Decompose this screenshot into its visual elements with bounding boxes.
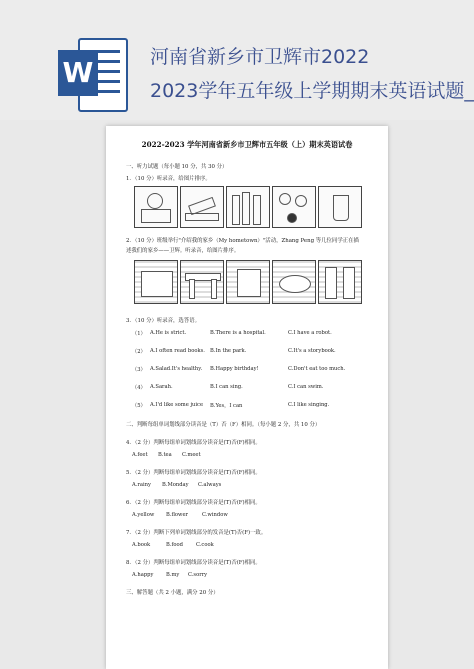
question-3: 3．（10 分）听录音，选答语。 <box>126 318 200 324</box>
page-title-line2: 2023学年五年级上学期期末英语试题_ <box>150 80 474 102</box>
picture-trees <box>226 186 270 228</box>
q3-row-3-number: （3） <box>132 367 146 373</box>
picture-street <box>318 260 362 304</box>
q5-option-a: A.rainy <box>132 482 151 488</box>
question-8: 8．（2 分）判断每组单词划线部分读音是(T)否(F)相同。 <box>126 560 261 566</box>
picture-boy-studying <box>134 186 178 228</box>
question-5: 5．（2 分）判断每组单词划线部分读音是(T)否(F)相同。 <box>126 470 261 476</box>
q6-option-c: C.window <box>202 512 228 518</box>
document-preview <box>106 126 388 669</box>
q8-option-b: B.my <box>166 572 180 578</box>
picture-cooking <box>180 186 224 228</box>
question-7: 7．（2 分）判断下列单词划线部分的发音是(T)否(F)一致。 <box>126 530 267 536</box>
listening-picture-row-1 <box>134 186 364 228</box>
q3-row-4-option-a: A.Sarah. <box>150 384 173 390</box>
q3-row-5-option-a: A.I'd like some juice <box>150 402 204 408</box>
q3-row-2-option-a: A.I often read books. <box>150 348 205 354</box>
word-document-icon <box>58 38 128 110</box>
q3-row-5-option-b: B.Yes，I can <box>210 403 243 409</box>
q5-option-c: C.always <box>198 482 222 488</box>
page-title-line1: 河南省新乡市卫辉市2022 <box>150 46 370 68</box>
picture-gate <box>180 260 224 304</box>
question-1: 1．（10 分）听录音，给图片排序。 <box>126 176 211 182</box>
q3-row-2-option-b: B.In the park. <box>210 348 247 354</box>
section-2-heading: 二、判断每组单词划线部分读音是（T）否（F）相同。（每小题 2 分，共 10 分） <box>126 422 321 428</box>
q3-row-2-option-c: C.It's a storybook. <box>288 348 336 354</box>
q3-row-5-number: （5） <box>132 403 146 409</box>
picture-town <box>226 260 270 304</box>
q4-option-c: C.meet <box>182 452 201 458</box>
listening-picture-row-2 <box>134 260 364 304</box>
q7-option-a: A.book <box>132 542 151 548</box>
q8-option-c: C.sorry <box>188 572 208 578</box>
q5-option-b: B.Monday <box>162 482 189 488</box>
q8-option-a: A.happy <box>132 572 154 578</box>
q3-row-3-option-b: B.Happy birthday! <box>210 366 259 372</box>
q7-option-c: C.cook <box>196 542 214 548</box>
question-2-line1: 2．（10 分）班级举行"介绍我的家乡（My hometown）"活动，Zhang Peng 等几位同学正在描 <box>126 238 359 244</box>
q6-option-b: B.flower <box>166 512 189 518</box>
section-3-heading: 三、解答题（共 2 小题，满分 20 分） <box>126 590 219 596</box>
banner <box>0 0 474 120</box>
q3-row-2-number: （2） <box>132 349 146 355</box>
q7-option-b: B.food <box>166 542 183 548</box>
q3-row-1-option-c: C.I have a robot. <box>288 330 332 336</box>
q6-option-a: A.yellow <box>132 512 155 518</box>
picture-park <box>272 260 316 304</box>
question-4: 4．（2 分）判断每组单词划线部分读音是(T)否(F)相同。 <box>126 440 261 446</box>
q3-row-4-option-b: B.I can sing. <box>210 384 243 390</box>
q4-option-b: B.tea <box>158 452 172 458</box>
q3-row-3-option-c: C.Don't eat too much. <box>288 366 346 372</box>
picture-glass <box>318 186 362 228</box>
q3-row-1-option-b: B.There is a hospital. <box>210 330 266 336</box>
section-1-heading: 一、听力试题（每小题 10 分，共 30 分） <box>126 164 228 170</box>
q3-row-1-number: （1） <box>132 331 146 337</box>
q3-row-3-option-a: A.Salad.It's healthy. <box>150 366 203 372</box>
picture-building <box>134 260 178 304</box>
q3-row-5-option-c: C.I like singing. <box>288 402 330 408</box>
picture-children-playing <box>272 186 316 228</box>
question-2-line2: 述我们的家乡——卫辉。听录音，给图片排序。 <box>126 248 240 254</box>
q3-row-1-option-a: A.He is strict. <box>150 330 187 336</box>
q3-row-4-option-c: C.I can swim. <box>288 384 324 390</box>
document-title: 2022-2023 学年河南省新乡市卫辉市五年级（上）期末英语试卷 <box>141 140 353 149</box>
q3-row-4-number: （4） <box>132 385 146 391</box>
question-6: 6．（2 分）判断每组单词划线部分读音是(T)否(F)相同。 <box>126 500 261 506</box>
q4-option-a: A.feet <box>132 452 148 458</box>
word-badge: W <box>58 50 98 96</box>
